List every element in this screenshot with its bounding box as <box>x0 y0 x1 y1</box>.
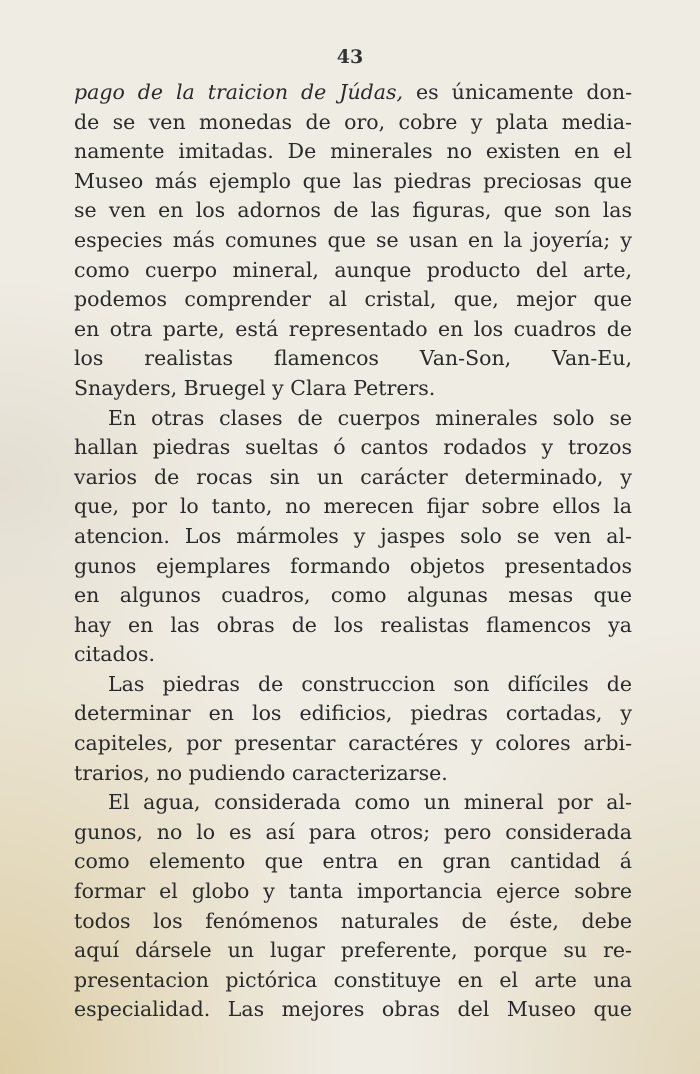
text-line: hallan piedras sueltas ó cantos rodados y trozos <box>74 435 632 460</box>
text-line: El agua, considerada como un mineral por al- <box>108 790 632 815</box>
text-line: Museo más ejemplo que las piedras preciosas que <box>74 168 632 193</box>
text-line: varios de rocas sin un carácter determinado, y <box>74 464 632 489</box>
body-text <box>74 78 632 1025</box>
text-line: trarios, no pudiendo caracterizarse. <box>74 760 448 785</box>
text-line: aquí dársele un lugar preferente, porque su re- <box>74 938 632 963</box>
text-line: especies más comunes que se usan en la joyería; y <box>74 227 632 252</box>
text-line: los realistas flamencos Van-Son, Van-Eu, <box>74 346 632 371</box>
text-line: presentacion pictórica constituye en el arte una <box>74 967 632 992</box>
text-line: en otra parte, está representado en los cuadros de <box>74 316 632 341</box>
text-line: en algunos cuadros, como algunas mesas que <box>74 583 632 608</box>
text-line: de se ven monedas de oro, cobre y plata media- <box>74 109 632 134</box>
text-line: gunos ejemplares formando objetos presentados <box>74 553 632 578</box>
text-line: citados. <box>74 642 155 667</box>
text-line: Las piedras de construccion son difíciles de <box>108 671 632 696</box>
text-line: Snayders, Bruegel y Clara Petrers. <box>74 375 436 400</box>
text-line: atencion. Los mármoles y jaspes solo se ven al- <box>74 523 632 548</box>
text-line: formar el globo y tanta importancia ejerce sobre <box>74 879 632 904</box>
line-text: es únicamente don- <box>403 80 632 104</box>
text-line: namente imitadas. De minerales no existen en el <box>74 139 632 164</box>
italic-phrase: pago de la traicion de Júdas, <box>74 80 404 104</box>
text-line: todos los fenómenos naturales de éste, debe <box>74 908 632 933</box>
text-line: determinar en los edificios, piedras cortadas, y <box>74 701 632 726</box>
text-line: capiteles, por presentar caractéres y colores arbi- <box>74 731 632 756</box>
text-line <box>74 78 632 108</box>
text-line: como cuerpo mineral, aunque producto del arte, <box>74 257 632 282</box>
text-line: se ven en los adornos de las figuras, que son las <box>74 198 632 223</box>
text-line: especialidad. Las mejores obras del Museo que <box>74 997 632 1022</box>
text-line: como elemento que entra en gran cantidad á <box>74 849 632 874</box>
text-line: que, por lo tanto, no merecen fijar sobre ellos la <box>74 494 632 519</box>
text-line: En otras clases de cuerpos minerales solo se <box>108 405 632 430</box>
text-line: podemos comprender al cristal, que, mejor que <box>74 287 632 312</box>
text-line: gunos, no lo es así para otros; pero considerada <box>74 819 632 844</box>
text-line: hay en las obras de los realistas flamencos ya <box>74 612 632 637</box>
page-number: 43 <box>336 46 364 68</box>
